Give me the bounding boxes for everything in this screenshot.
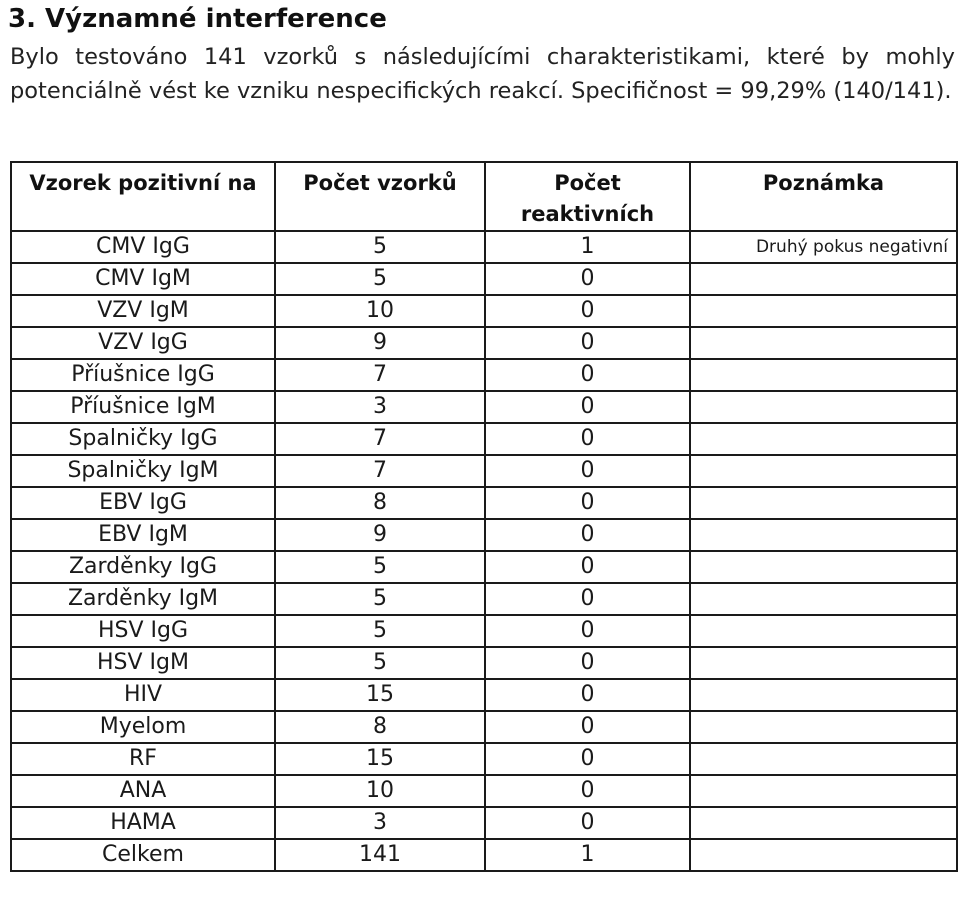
table-row bbox=[11, 551, 957, 583]
cell-count: 15 bbox=[275, 679, 485, 711]
cell-note bbox=[690, 615, 957, 647]
cell-sample: HSV IgM bbox=[11, 647, 275, 679]
table-row bbox=[11, 327, 957, 359]
cell-count: 8 bbox=[275, 487, 485, 519]
table-row bbox=[11, 839, 957, 871]
cell-sample: Myelom bbox=[11, 711, 275, 743]
cell-sample: Spalničky IgG bbox=[11, 423, 275, 455]
cell-note bbox=[690, 455, 957, 487]
cell-note bbox=[690, 551, 957, 583]
intro-paragraph: Bylo testováno 141 vzorků s následujícími charakteristikami, které by mohly potenciálně vést ke vzniku nespecifických reakcí. Specifičnost = 99,29% (140/141). bbox=[10, 44, 955, 104]
header-sample: Vzorek pozitivní na bbox=[11, 162, 275, 231]
cell-sample: Zarděnky IgM bbox=[11, 583, 275, 615]
table-row bbox=[11, 583, 957, 615]
cell-reactive: 0 bbox=[485, 423, 690, 455]
cell-reactive: 0 bbox=[485, 455, 690, 487]
cell-reactive: 0 bbox=[485, 263, 690, 295]
cell-sample: ANA bbox=[11, 775, 275, 807]
cell-sample: HIV bbox=[11, 679, 275, 711]
cell-reactive: 0 bbox=[485, 391, 690, 423]
cell-sample: EBV IgM bbox=[11, 519, 275, 551]
cell-note bbox=[690, 711, 957, 743]
cell-sample: CMV IgM bbox=[11, 263, 275, 295]
table-row bbox=[11, 423, 957, 455]
cell-count: 141 bbox=[275, 839, 485, 871]
cell-reactive: 0 bbox=[485, 679, 690, 711]
cell-reactive: 0 bbox=[485, 807, 690, 839]
cell-reactive: 0 bbox=[485, 743, 690, 775]
cell-count: 10 bbox=[275, 775, 485, 807]
cell-note bbox=[690, 391, 957, 423]
table-row bbox=[11, 807, 957, 839]
header-note: Poznámka bbox=[690, 162, 957, 231]
cell-count: 9 bbox=[275, 519, 485, 551]
interference-table bbox=[10, 161, 958, 872]
cell-sample: Příušnice IgG bbox=[11, 359, 275, 391]
cell-reactive: 1 bbox=[485, 231, 690, 263]
cell-reactive: 0 bbox=[485, 647, 690, 679]
cell-note bbox=[690, 807, 957, 839]
cell-count: 10 bbox=[275, 295, 485, 327]
cell-sample: Spalničky IgM bbox=[11, 455, 275, 487]
cell-note bbox=[690, 679, 957, 711]
table-row bbox=[11, 263, 957, 295]
cell-count: 8 bbox=[275, 711, 485, 743]
cell-count: 5 bbox=[275, 263, 485, 295]
table-row bbox=[11, 743, 957, 775]
table-row bbox=[11, 647, 957, 679]
cell-reactive: 0 bbox=[485, 711, 690, 743]
cell-sample: RF bbox=[11, 743, 275, 775]
cell-sample: HSV IgG bbox=[11, 615, 275, 647]
cell-note bbox=[690, 743, 957, 775]
cell-note bbox=[690, 327, 957, 359]
cell-reactive: 1 bbox=[485, 839, 690, 871]
cell-note bbox=[690, 295, 957, 327]
cell-sample: VZV IgG bbox=[11, 327, 275, 359]
cell-sample: CMV IgG bbox=[11, 231, 275, 263]
table-row bbox=[11, 359, 957, 391]
cell-count: 7 bbox=[275, 423, 485, 455]
table-row bbox=[11, 231, 957, 263]
cell-reactive: 0 bbox=[485, 583, 690, 615]
cell-count: 15 bbox=[275, 743, 485, 775]
table-row bbox=[11, 455, 957, 487]
cell-note bbox=[690, 775, 957, 807]
cell-note bbox=[690, 519, 957, 551]
table-row bbox=[11, 615, 957, 647]
table-body bbox=[11, 231, 957, 871]
header-count: Počet vzorků bbox=[275, 162, 485, 231]
cell-note bbox=[690, 487, 957, 519]
cell-reactive: 0 bbox=[485, 327, 690, 359]
cell-count: 5 bbox=[275, 647, 485, 679]
cell-reactive: 0 bbox=[485, 615, 690, 647]
cell-count: 3 bbox=[275, 807, 485, 839]
table-row bbox=[11, 519, 957, 551]
table-header bbox=[11, 162, 957, 231]
cell-sample: EBV IgG bbox=[11, 487, 275, 519]
cell-note bbox=[690, 647, 957, 679]
cell-count: 5 bbox=[275, 551, 485, 583]
cell-reactive: 0 bbox=[485, 295, 690, 327]
cell-note bbox=[690, 839, 957, 871]
cell-reactive: 0 bbox=[485, 551, 690, 583]
cell-sample: Zarděnky IgG bbox=[11, 551, 275, 583]
cell-note bbox=[690, 583, 957, 615]
cell-count: 5 bbox=[275, 583, 485, 615]
cell-count: 3 bbox=[275, 391, 485, 423]
header-row bbox=[11, 162, 957, 231]
table-row bbox=[11, 775, 957, 807]
cell-count: 5 bbox=[275, 231, 485, 263]
header-reactive: Počet reaktivních bbox=[485, 162, 690, 231]
table-row bbox=[11, 679, 957, 711]
cell-note bbox=[690, 263, 957, 295]
cell-count: 9 bbox=[275, 327, 485, 359]
cell-count: 7 bbox=[275, 359, 485, 391]
cell-reactive: 0 bbox=[485, 487, 690, 519]
cell-count: 5 bbox=[275, 615, 485, 647]
cell-sample: Celkem bbox=[11, 839, 275, 871]
table-row bbox=[11, 487, 957, 519]
table-row bbox=[11, 295, 957, 327]
cell-reactive: 0 bbox=[485, 519, 690, 551]
cell-sample: VZV IgM bbox=[11, 295, 275, 327]
table-row bbox=[11, 391, 957, 423]
cell-sample: HAMA bbox=[11, 807, 275, 839]
cell-reactive: 0 bbox=[485, 359, 690, 391]
table-row bbox=[11, 711, 957, 743]
cell-count: 7 bbox=[275, 455, 485, 487]
cell-reactive: 0 bbox=[485, 775, 690, 807]
section-heading: 3. Významné interference bbox=[8, 4, 387, 34]
cell-note: Druhý pokus negativní bbox=[690, 231, 957, 263]
cell-note bbox=[690, 359, 957, 391]
cell-sample: Příušnice IgM bbox=[11, 391, 275, 423]
cell-note bbox=[690, 423, 957, 455]
